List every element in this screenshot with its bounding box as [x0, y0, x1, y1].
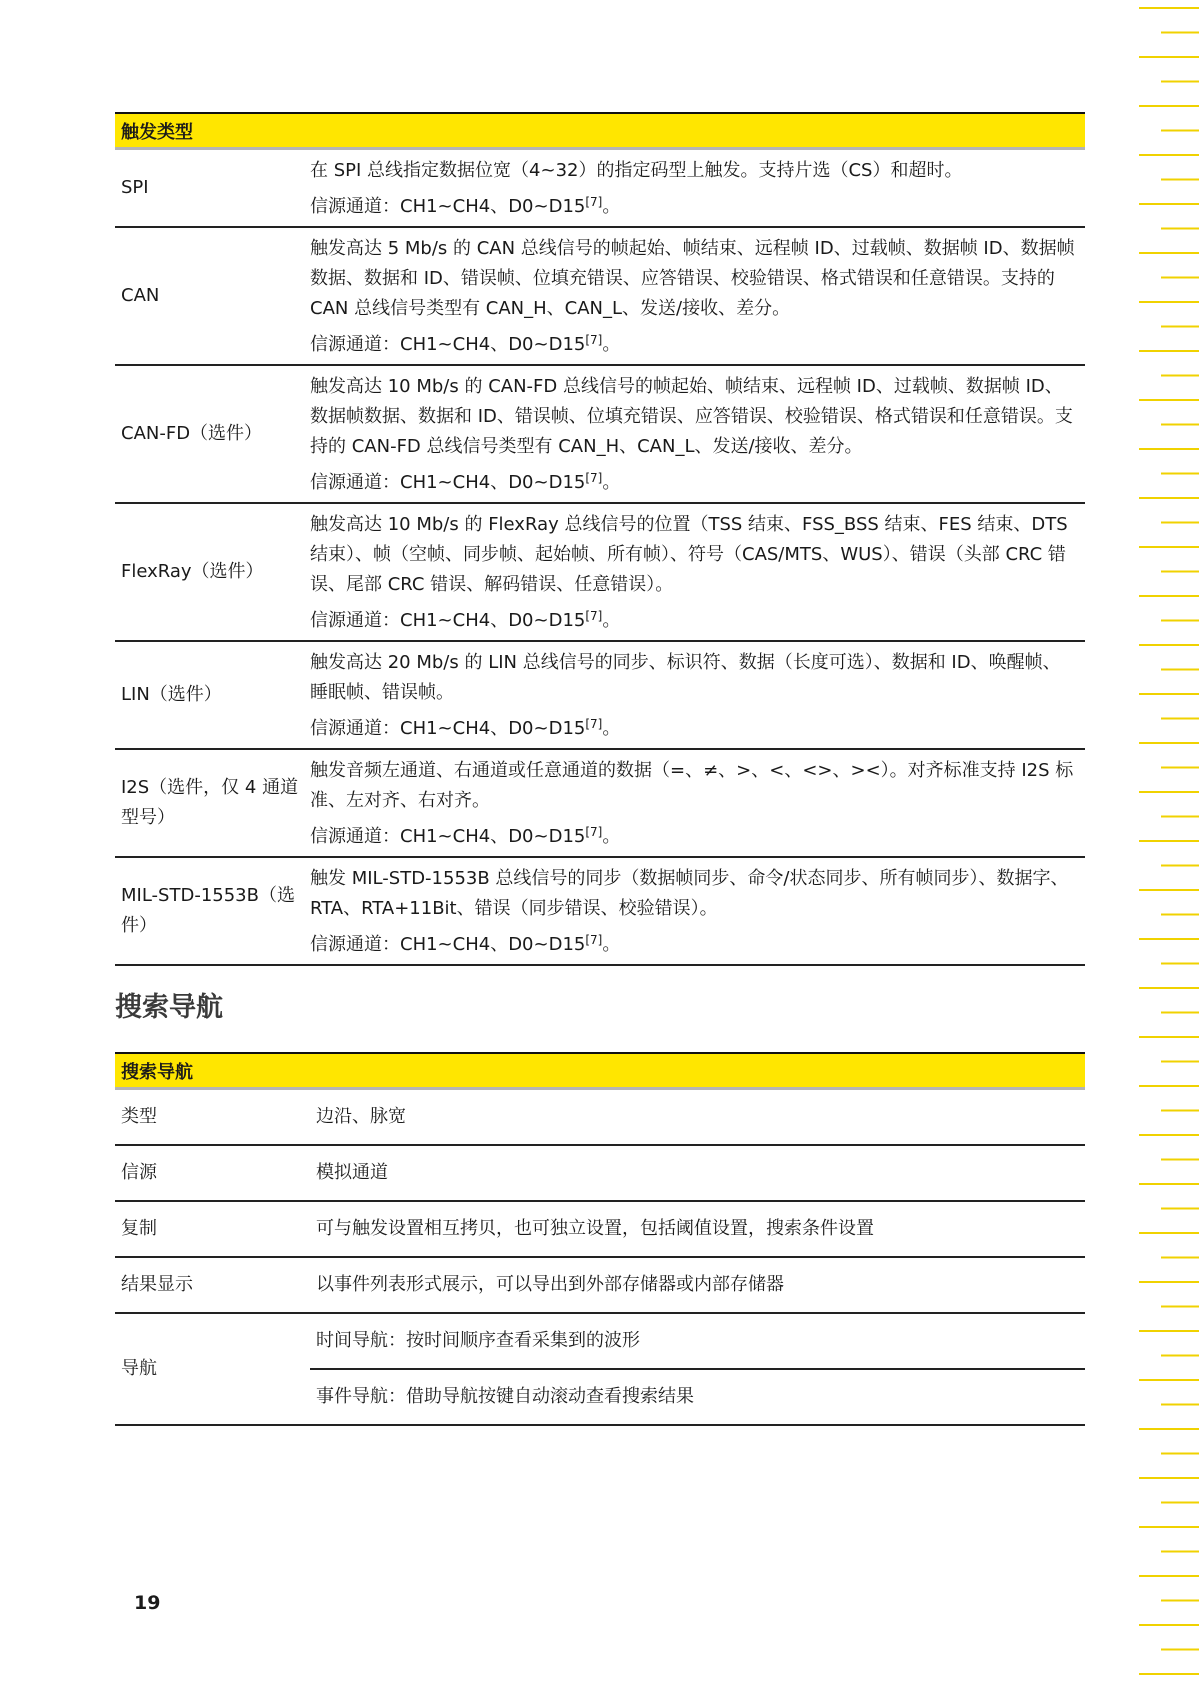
- footnote-ref: [7]: [585, 933, 603, 947]
- source-label: 信源通道：CH1~CH4、D0~D15: [310, 826, 586, 847]
- table-row: [115, 1257, 1085, 1313]
- row-description: [310, 641, 1085, 749]
- footnote-ref: [7]: [585, 471, 603, 485]
- table-row: [115, 1201, 1085, 1257]
- source-end: 。: [602, 196, 621, 217]
- table-row: [115, 641, 1085, 749]
- source-channel-text: [310, 714, 1077, 744]
- table-row: [115, 227, 1085, 365]
- source-end: 。: [602, 472, 621, 493]
- row-name: 复制: [115, 1201, 310, 1257]
- row-name: MIL-STD-1553B（选件）: [115, 857, 310, 965]
- footnote-ref: [7]: [585, 717, 603, 731]
- row-description: [310, 857, 1085, 965]
- table-row: [115, 1089, 1085, 1146]
- description-text: 触发高达 10 Mb/s 的 CAN-FD 总线信号的帧起始、帧结束、远程帧 ID、过载帧、数据帧 ID、数据帧数据、数据和 ID、错误帧、位填充错误、应答错误、校验错误、格式错误和任意错误。支持的 CAN-FD 总线信号类型有 CAN_H、CAN_L、发送/接收、差分。: [310, 376, 1073, 457]
- table-row: [115, 503, 1085, 641]
- table-row: [115, 749, 1085, 857]
- source-end: 。: [602, 826, 621, 847]
- trigger-type-table-header: 触发类型: [115, 113, 1085, 149]
- description-text: 触发高达 5 Mb/s 的 CAN 总线信号的帧起始、帧结束、远程帧 ID、过载帧、数据帧 ID、数据帧数据、数据和 ID、错误帧、位填充错误、应答错误、校验错误、格式错误和任意错误。支持的 CAN 总线信号类型有 CAN_H、CAN_L、发送/接收、差分。: [310, 238, 1075, 319]
- footnote-ref: [7]: [585, 195, 603, 209]
- table-row: [115, 149, 1085, 228]
- edge-stripes-decoration: [1109, 0, 1199, 1696]
- row-name: CAN-FD（选件）: [115, 365, 310, 503]
- description-text: 触发音频左通道、右通道或任意通道的数据（=、≠、>、<、<>、><）。对齐标准支持 I2S 标准、左对齐、右对齐。: [310, 760, 1074, 811]
- row-description: 模拟通道: [310, 1145, 1085, 1201]
- source-channel-text: [310, 822, 1077, 852]
- search-navigation-table-header: 搜索导航: [115, 1053, 1085, 1089]
- section-title: 搜索导航: [115, 992, 223, 1023]
- source-end: 。: [602, 934, 621, 955]
- description-text: 触发高达 10 Mb/s 的 FlexRay 总线信号的位置（TSS 结束、FSS_BSS 结束、FES 结束、DTS 结束）、帧（空帧、同步帧、起始帧、所有帧）、符号（CAS/MTS、WUS）、错误（头部 CRC 错误、尾部 CRC 错误、解码错误、任意错误）。: [310, 514, 1068, 595]
- source-label: 信源通道：CH1~CH4、D0~D15: [310, 334, 586, 355]
- row-name: 结果显示: [115, 1257, 310, 1313]
- row-description: [310, 149, 1085, 228]
- page-content: [115, 112, 1085, 1426]
- table-row: [115, 365, 1085, 503]
- source-end: 。: [602, 610, 621, 631]
- row-description: [310, 227, 1085, 365]
- row-description: 边沿、脉宽: [310, 1089, 1085, 1146]
- source-label: 信源通道：CH1~CH4、D0~D15: [310, 610, 586, 631]
- row-description: 以事件列表形式展示，可以导出到外部存储器或内部存储器: [310, 1257, 1085, 1313]
- nav-item-event: 事件导航：借助导航按键自动滚动查看搜索结果: [310, 1369, 1085, 1425]
- row-name: LIN（选件）: [115, 641, 310, 749]
- row-name: SPI: [115, 149, 310, 228]
- nav-item-time: 时间导航：按时间顺序查看采集到的波形: [310, 1313, 1085, 1369]
- source-channel-text: [310, 606, 1077, 636]
- footnote-ref: [7]: [585, 825, 603, 839]
- source-channel-text: [310, 468, 1077, 498]
- row-name: 类型: [115, 1089, 310, 1146]
- description-text: 在 SPI 总线指定数据位宽（4~32）的指定码型上触发。支持片选（CS）和超时。: [310, 160, 963, 181]
- row-description: [310, 503, 1085, 641]
- page-number: 19: [134, 1592, 161, 1614]
- description-text: 触发 MIL-STD-1553B 总线信号的同步（数据帧同步、命令/状态同步、所有帧同步）、数据字、RTA、RTA+11Bit、错误（同步错误、校验错误）。: [310, 868, 1069, 919]
- source-label: 信源通道：CH1~CH4、D0~D15: [310, 934, 586, 955]
- source-channel-text: [310, 192, 1077, 222]
- table-row: [115, 1313, 1085, 1369]
- footnote-ref: [7]: [585, 609, 603, 623]
- source-end: 。: [602, 718, 621, 739]
- description-text: 触发高达 20 Mb/s 的 LIN 总线信号的同步、标识符、数据（长度可选）、数据和 ID、唤醒帧、睡眠帧、错误帧。: [310, 652, 1061, 703]
- row-name: 导航: [115, 1313, 310, 1425]
- source-label: 信源通道：CH1~CH4、D0~D15: [310, 196, 586, 217]
- footnote-ref: [7]: [585, 333, 603, 347]
- table-row: [115, 857, 1085, 965]
- source-channel-text: [310, 930, 1077, 960]
- table-row: [115, 1145, 1085, 1201]
- row-name: 信源: [115, 1145, 310, 1201]
- row-description: [310, 365, 1085, 503]
- source-channel-text: [310, 330, 1077, 360]
- trigger-type-table: [115, 112, 1085, 966]
- row-name: I2S（选件，仅 4 通道型号）: [115, 749, 310, 857]
- row-name: CAN: [115, 227, 310, 365]
- row-description: [310, 749, 1085, 857]
- row-description: 可与触发设置相互拷贝，也可独立设置，包括阈值设置，搜索条件设置: [310, 1201, 1085, 1257]
- source-label: 信源通道：CH1~CH4、D0~D15: [310, 718, 586, 739]
- source-label: 信源通道：CH1~CH4、D0~D15: [310, 472, 586, 493]
- source-end: 。: [602, 334, 621, 355]
- row-name: FlexRay（选件）: [115, 503, 310, 641]
- search-navigation-table: [115, 1052, 1085, 1426]
